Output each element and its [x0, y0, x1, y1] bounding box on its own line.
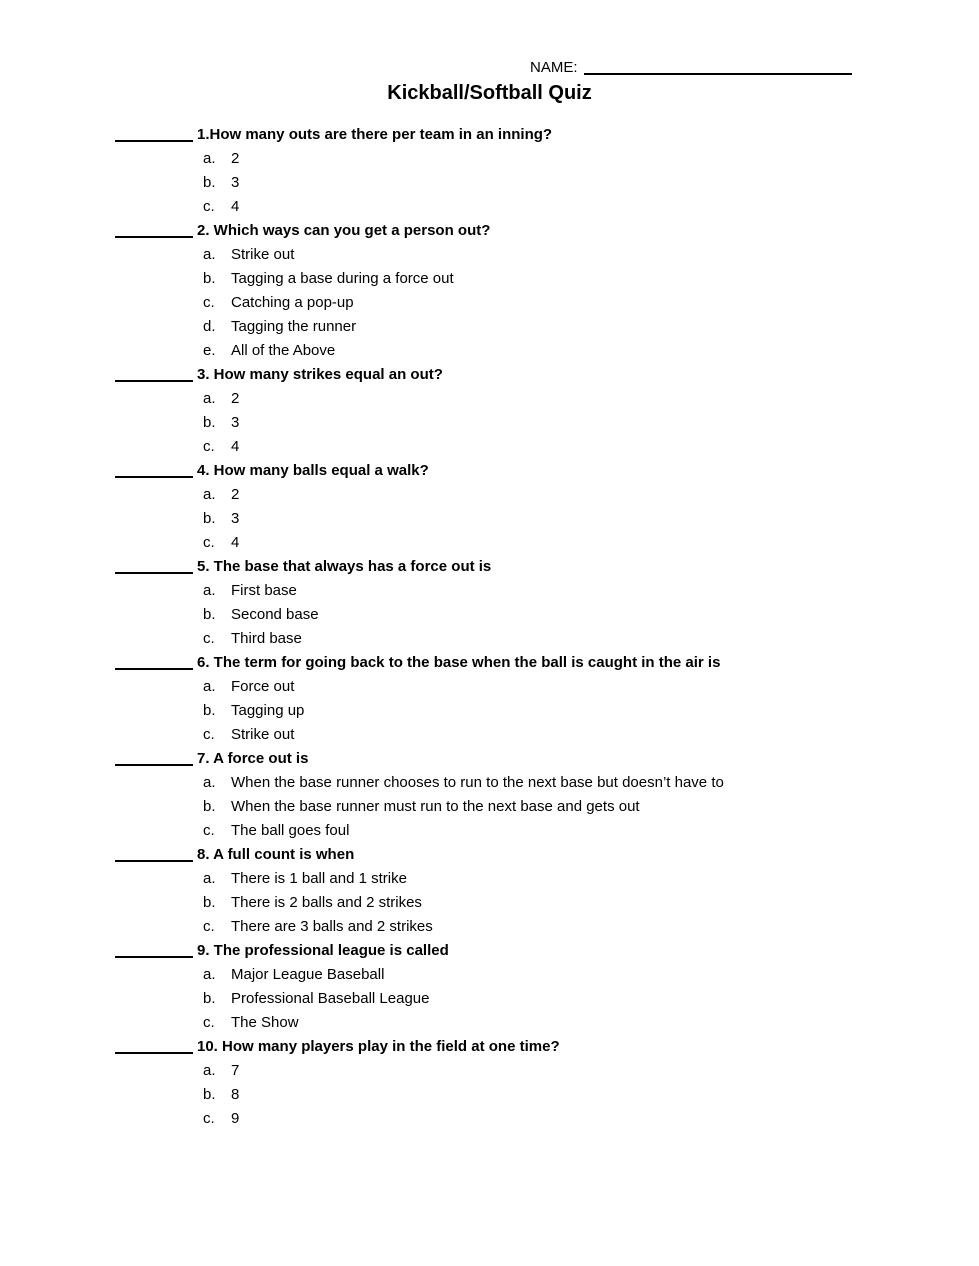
option-letter: a. [203, 678, 216, 695]
option-letter: b. [203, 414, 216, 431]
option-text: Professional Baseball League [231, 990, 430, 1007]
option-row [0, 675, 979, 699]
option-letter: d. [203, 318, 216, 335]
option-text: 4 [231, 198, 240, 215]
option-row [0, 435, 979, 459]
answer-blank-line[interactable] [115, 236, 193, 238]
option-letter: c. [203, 534, 215, 551]
option-text: Tagging the runner [231, 318, 357, 335]
option-row [0, 195, 979, 219]
option-row [0, 483, 979, 507]
option-text: The Show [231, 1014, 299, 1031]
option-row [0, 387, 979, 411]
option-row [0, 171, 979, 195]
option-letter: c. [203, 198, 215, 215]
question-label: 1.How many outs are there per team in an inning? [197, 126, 553, 143]
option-text: 4 [231, 534, 240, 551]
option-text: 4 [231, 438, 240, 455]
option-text: Catching a pop-up [231, 294, 354, 311]
option-letter: b. [203, 510, 216, 527]
option-row [0, 987, 979, 1011]
option-text: Tagging a base during a force out [231, 270, 454, 287]
question-row [0, 939, 979, 963]
question-row [0, 843, 979, 867]
question-row [0, 651, 979, 675]
option-text: 3 [231, 174, 240, 191]
option-row [0, 603, 979, 627]
name-blank-line[interactable] [584, 73, 852, 75]
answer-blank-line[interactable] [115, 860, 193, 862]
option-text: Third base [231, 630, 302, 647]
option-row [0, 315, 979, 339]
option-row [0, 531, 979, 555]
option-letter: c. [203, 822, 215, 839]
option-text: Major League Baseball [231, 966, 385, 983]
question-row [0, 123, 979, 147]
option-row [0, 867, 979, 891]
option-text: 2 [231, 486, 240, 503]
option-text: 3 [231, 510, 240, 527]
question-label: 10. How many players play in the field at one time? [197, 1038, 560, 1055]
question-row [0, 747, 979, 771]
question-label: 6. The term for going back to the base when the ball is caught in the air is [197, 654, 721, 671]
option-letter: b. [203, 990, 216, 1007]
option-row [0, 1083, 979, 1107]
option-letter: a. [203, 150, 216, 167]
option-text: All of the Above [231, 342, 336, 359]
option-letter: b. [203, 270, 216, 287]
option-letter: a. [203, 966, 216, 983]
option-row [0, 579, 979, 603]
option-text: Force out [231, 678, 295, 695]
answer-blank-line[interactable] [115, 380, 193, 382]
question-row [0, 459, 979, 483]
option-row [0, 915, 979, 939]
option-text: 2 [231, 150, 240, 167]
question-label: 9. The professional league is called [197, 942, 449, 959]
option-text: Strike out [231, 726, 295, 743]
option-text: Second base [231, 606, 319, 623]
name-label: NAME: [530, 59, 578, 76]
option-row [0, 1107, 979, 1131]
questions-list [0, 123, 979, 1131]
question-label: 7. A force out is [197, 750, 309, 767]
option-row [0, 627, 979, 651]
option-text: 7 [231, 1062, 240, 1079]
option-letter: c. [203, 438, 215, 455]
option-letter: b. [203, 1086, 216, 1103]
option-row [0, 243, 979, 267]
option-text: 8 [231, 1086, 240, 1103]
option-letter: e. [203, 342, 216, 359]
option-row [0, 891, 979, 915]
answer-blank-line[interactable] [115, 764, 193, 766]
option-text: 2 [231, 390, 240, 407]
option-text: Strike out [231, 246, 295, 263]
option-text: 3 [231, 414, 240, 431]
option-text: There is 2 balls and 2 strikes [231, 894, 422, 911]
option-row [0, 411, 979, 435]
option-letter: a. [203, 390, 216, 407]
option-text: Tagging up [231, 702, 305, 719]
option-text: There are 3 balls and 2 strikes [231, 918, 433, 935]
option-row [0, 339, 979, 363]
option-text: When the base runner chooses to run to the next base but doesn’t have to [231, 774, 724, 791]
option-letter: c. [203, 1014, 215, 1031]
question-label: 4. How many balls equal a walk? [197, 462, 429, 479]
option-row [0, 723, 979, 747]
option-letter: a. [203, 582, 216, 599]
question-label: 2. Which ways can you get a person out? [197, 222, 491, 239]
question-row [0, 219, 979, 243]
option-row [0, 795, 979, 819]
option-letter: c. [203, 726, 215, 743]
option-row [0, 291, 979, 315]
option-row [0, 1059, 979, 1083]
question-label: 3. How many strikes equal an out? [197, 366, 443, 383]
option-text: When the base runner must run to the next base and gets out [231, 798, 640, 815]
question-label: 5. The base that always has a force out is [197, 558, 492, 575]
option-text: First base [231, 582, 297, 599]
option-row [0, 147, 979, 171]
quiz-title: Kickball/Softball Quiz [387, 82, 592, 104]
option-letter: b. [203, 606, 216, 623]
answer-blank-line[interactable] [115, 140, 193, 142]
option-row [0, 507, 979, 531]
option-text: There is 1 ball and 1 strike [231, 870, 407, 887]
option-letter: a. [203, 246, 216, 263]
option-text: 9 [231, 1110, 240, 1127]
option-row [0, 819, 979, 843]
option-row [0, 963, 979, 987]
option-letter: b. [203, 702, 216, 719]
answer-blank-line[interactable] [115, 476, 193, 478]
answer-blank-line[interactable] [115, 668, 193, 670]
option-letter: a. [203, 870, 216, 887]
question-row [0, 1035, 979, 1059]
answer-blank-line[interactable] [115, 572, 193, 574]
question-row [0, 363, 979, 387]
option-row [0, 267, 979, 291]
option-letter: a. [203, 774, 216, 791]
option-letter: b. [203, 798, 216, 815]
option-text: The ball goes foul [231, 822, 350, 839]
option-letter: c. [203, 918, 215, 935]
option-letter: a. [203, 1062, 216, 1079]
option-letter: c. [203, 1110, 215, 1127]
question-row [0, 555, 979, 579]
option-letter: b. [203, 174, 216, 191]
option-letter: c. [203, 294, 215, 311]
option-row [0, 1011, 979, 1035]
answer-blank-line[interactable] [115, 956, 193, 958]
answer-blank-line[interactable] [115, 1052, 193, 1054]
option-row [0, 699, 979, 723]
option-letter: a. [203, 486, 216, 503]
option-row [0, 771, 979, 795]
option-letter: c. [203, 630, 215, 647]
question-label: 8. A full count is when [197, 846, 355, 863]
option-letter: b. [203, 894, 216, 911]
name-row [530, 58, 852, 78]
